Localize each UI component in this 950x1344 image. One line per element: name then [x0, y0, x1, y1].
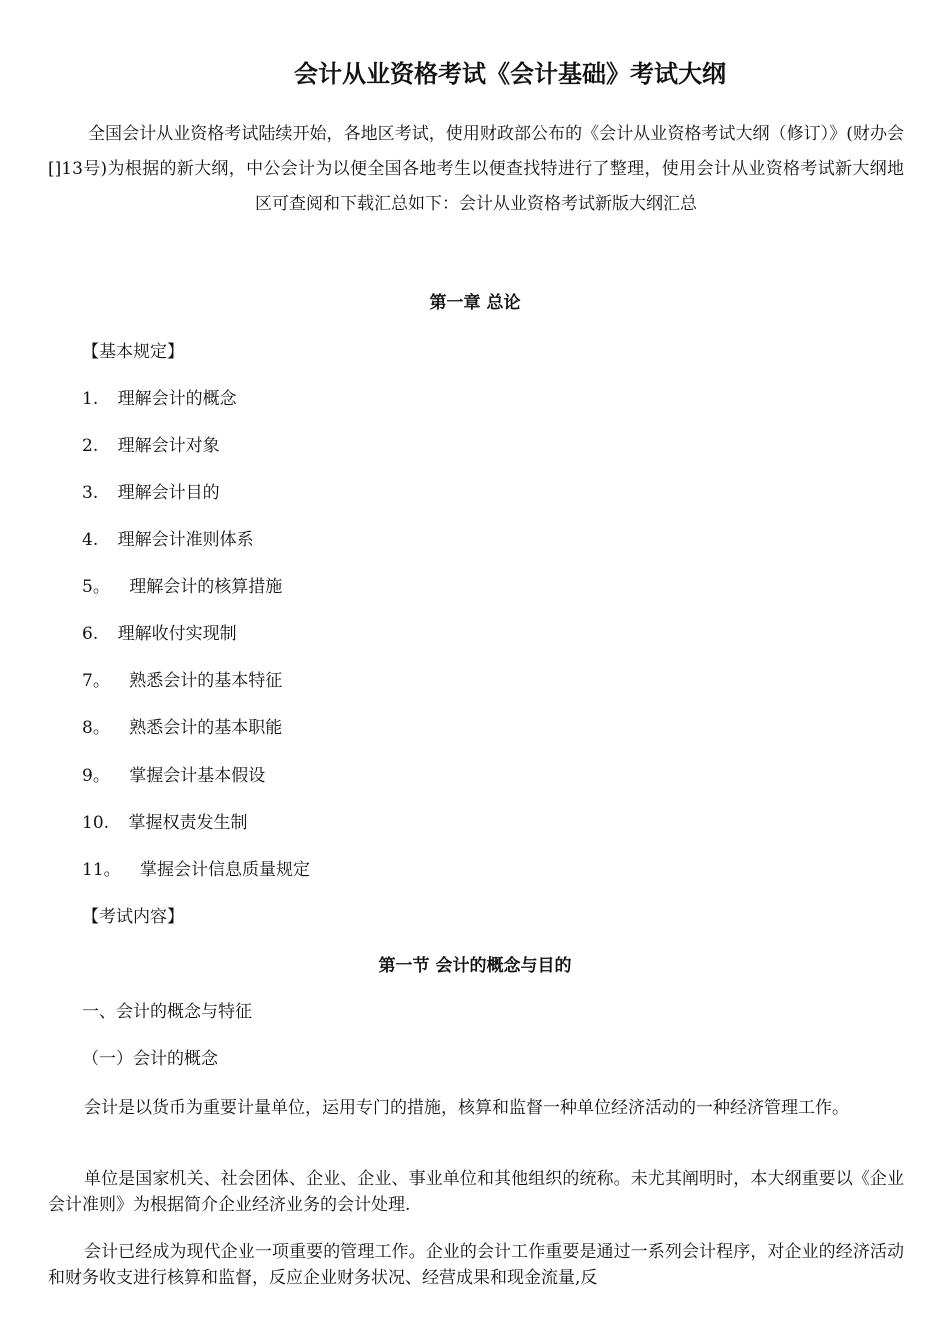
list-item — [82, 479, 220, 507]
list-item-text: 理解会计目的 — [117, 483, 220, 503]
body-paragraph: 会计已经成为现代企业一项重要的管理工作。企业的会计工作重要是通过一系列会计程序，对企业的经济活动和财务收支进行核算和监督，反应企业财务状况、经营成果和现金流量,反 — [48, 1242, 904, 1288]
list-item-number: 1. — [82, 389, 99, 409]
list-item-number: 8。 — [82, 718, 110, 738]
subheading-concept-features: 一、会计的概念与特征 — [82, 1002, 252, 1022]
list-item-number: 6. — [82, 624, 99, 644]
chapter-title: 第一章 总论 — [429, 293, 521, 313]
list-item-number: 3. — [82, 483, 99, 503]
list-item-text: 理解会计对象 — [117, 436, 220, 456]
list-item — [82, 385, 237, 413]
list-item-number: 10. — [82, 813, 110, 833]
intro-paragraph: 全国会计从业资格考试陆续开始，各地区考试，使用财政部公布的《会计从业资格考试大纲（修订）》(财办会[]13号)为根据的新大纲，中公会计为以便全国各地考生以便查找特进行了整理，使用会计从业资格考试新大纲地区可查阅和下载汇总如下：会计从业资格考试新版大纲汇总 — [48, 124, 904, 214]
list-item-text: 掌握会计基本假设 — [129, 766, 266, 786]
list-item — [82, 526, 254, 554]
subheading-concept: （一）会计的概念 — [82, 1049, 218, 1069]
list-item — [82, 762, 265, 790]
list-item — [82, 432, 220, 460]
list-item-text: 掌握权责发生制 — [128, 813, 248, 833]
list-item-number: 7。 — [82, 671, 110, 691]
list-item-text: 理解收付实现制 — [117, 624, 237, 644]
list-item — [82, 573, 282, 601]
exam-content-heading: 【考试内容】 — [82, 907, 184, 927]
section-title: 第一节 会计的概念与目的 — [378, 956, 572, 976]
list-item-text: 理解会计的概念 — [117, 389, 237, 409]
body-paragraph: 会计是以货币为重要计量单位，运用专门的措施，核算和监督一种单位经济活动的一种经济管理工作。 — [84, 1098, 849, 1118]
document-title: 会计从业资格考试《会计基础》考试大纲 — [294, 60, 726, 88]
list-item — [82, 856, 310, 884]
list-item — [82, 667, 282, 695]
list-item-number: 5。 — [82, 577, 110, 597]
body-paragraph: 单位是国家机关、社会团体、企业、企业、事业单位和其他组织的统称。未尤其阐明时，本大纲重要以《企业会计准则》为根据简介企业经济业务的会计处理. — [48, 1169, 904, 1215]
list-item-number: 2. — [82, 436, 99, 456]
list-item — [82, 809, 247, 837]
basic-rules-heading: 【基本规定】 — [82, 342, 184, 362]
list-item-text: 掌握会计信息质量规定 — [140, 860, 311, 880]
list-item-number: 11。 — [82, 860, 121, 880]
list-item — [82, 620, 237, 648]
list-item-text: 理解会计准则体系 — [117, 530, 254, 550]
list-item-text: 理解会计的核算措施 — [129, 577, 283, 597]
list-item — [82, 714, 282, 742]
list-item-text: 熟悉会计的基本特征 — [129, 671, 283, 691]
list-item-number: 4. — [82, 530, 99, 550]
list-item-number: 9。 — [82, 766, 110, 786]
list-item-text: 熟悉会计的基本职能 — [129, 718, 283, 738]
